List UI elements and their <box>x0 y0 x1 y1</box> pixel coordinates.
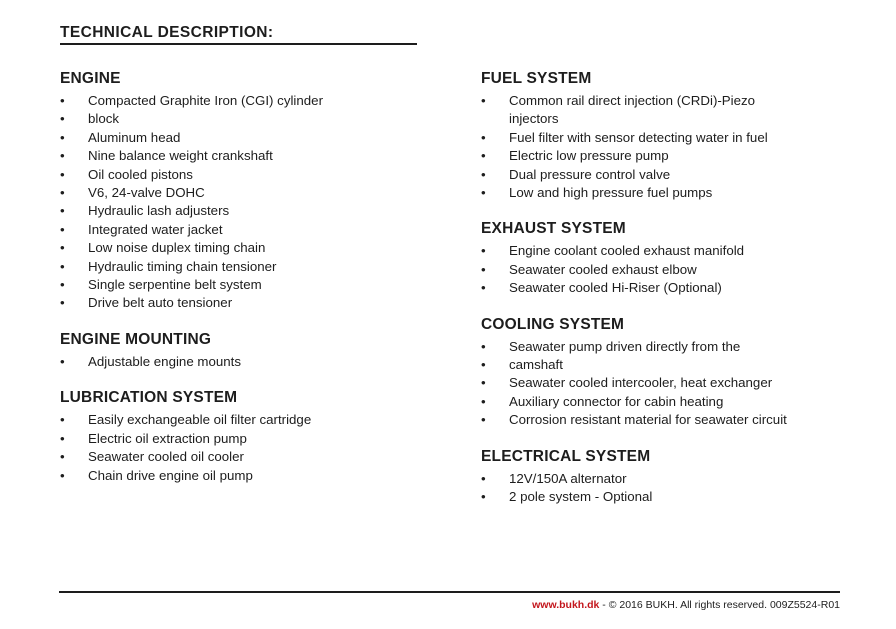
list-item <box>481 356 856 374</box>
title-underline <box>60 43 417 45</box>
right-column <box>481 69 856 507</box>
section-cooling-system <box>481 315 856 430</box>
list-item-text: Electric low pressure pump <box>509 148 669 164</box>
list-item <box>481 470 856 488</box>
list-item-text: Engine coolant cooled exhaust manifold <box>509 243 745 259</box>
list-item-text: Low and high pressure fuel pumps <box>509 185 713 201</box>
bullet-icon: • <box>60 430 65 446</box>
bullet-icon: • <box>481 393 486 409</box>
bullet-icon: • <box>481 357 486 373</box>
list-item-text: Aluminum head <box>88 129 181 145</box>
bullet-icon: • <box>60 166 65 182</box>
list-item-text: Drive belt auto tensioner <box>88 295 233 311</box>
bullet-icon: • <box>60 129 65 145</box>
list-item <box>60 353 481 371</box>
bullet-icon: • <box>481 412 486 428</box>
list-item <box>60 467 481 485</box>
list-item-text: Low noise duplex timing chain <box>88 240 266 256</box>
bullet-icon: • <box>60 185 65 201</box>
list-item-text: Seawater cooled intercooler, heat exchanger <box>509 375 773 391</box>
list-item <box>481 242 856 260</box>
bullet-icon: • <box>481 243 486 259</box>
list-item <box>60 110 481 128</box>
bullet-icon: • <box>60 295 65 311</box>
bullet-icon: • <box>481 375 486 391</box>
list-item-text: Auxiliary connector for cabin heating <box>509 393 724 409</box>
list-item <box>60 221 481 239</box>
list-item <box>481 184 856 202</box>
list-item <box>60 430 481 448</box>
list-item <box>60 448 481 466</box>
list-item <box>60 239 481 257</box>
bullet-icon: • <box>481 148 486 164</box>
list-item-text: Adjustable engine mounts <box>88 353 242 369</box>
list-item <box>481 374 856 392</box>
list-item-text: Easily exchangeable oil filter cartridge <box>88 412 312 428</box>
list-item-text: 2 pole system - Optional <box>509 489 653 505</box>
list-item <box>60 258 481 276</box>
list-item <box>481 129 856 147</box>
list-item-text: block <box>88 111 120 127</box>
list-item-text: Nine balance weight crankshaft <box>88 148 273 164</box>
list-item-text: camshaft <box>509 357 563 373</box>
list-item-text: Dual pressure control valve <box>509 166 671 182</box>
bullet-icon: • <box>60 258 65 274</box>
bullet-icon: • <box>60 277 65 293</box>
section-heading: EXHAUST SYSTEM <box>481 220 626 238</box>
list-item <box>60 411 481 429</box>
list-item-text: 12V/150A alternator <box>509 470 627 486</box>
section-heading: LUBRICATION SYSTEM <box>60 389 238 407</box>
list-item <box>60 129 481 147</box>
bullet-icon: • <box>60 467 65 483</box>
title-block <box>60 24 417 45</box>
footer-copyright: - © 2016 BUKH. All rights reserved. 009Z5524-R01 <box>599 599 840 611</box>
bullet-icon: • <box>60 240 65 256</box>
list-item-text: Seawater pump driven directly from the <box>509 338 741 354</box>
list-item-text: Corrosion resistant material for seawater circuit <box>509 412 787 428</box>
footer-divider <box>59 591 840 593</box>
list-item-text: Seawater cooled oil cooler <box>88 449 244 465</box>
bullet-icon: • <box>481 489 486 505</box>
bullet-icon: • <box>481 261 486 277</box>
list-item-text: V6, 24-valve DOHC <box>88 185 205 201</box>
list-item <box>481 411 856 429</box>
bullet-icon: • <box>60 412 65 428</box>
bullet-icon: • <box>481 470 486 486</box>
list-item-text: Seawater cooled Hi-Riser (Optional) <box>509 280 722 296</box>
section-heading: COOLING SYSTEM <box>481 315 625 333</box>
bullet-icon: • <box>60 353 65 369</box>
section-engine <box>60 69 481 313</box>
list-item <box>60 166 481 184</box>
left-column <box>60 69 481 485</box>
bullet-icon: • <box>60 111 65 127</box>
list-item <box>481 166 856 184</box>
list-item <box>481 110 856 128</box>
section-heading: ENGINE <box>60 70 121 87</box>
section-heading: ELECTRICAL SYSTEM <box>481 447 651 465</box>
list-item <box>60 92 481 110</box>
section-electrical-system <box>481 447 856 507</box>
footer-text <box>59 599 840 611</box>
bullet-icon: • <box>60 148 65 164</box>
section-lubrication-system <box>60 388 481 485</box>
bullet-icon: • <box>60 203 65 219</box>
list-item-text: Fuel filter with sensor detecting water in fuel <box>509 129 768 145</box>
list-item-text: Compacted Graphite Iron (CGI) cylinder <box>88 93 324 108</box>
content-columns <box>60 69 856 507</box>
section-exhaust-system <box>481 219 856 297</box>
section-fuel-system <box>481 69 856 202</box>
list-item-text: injectors <box>509 111 559 127</box>
section-engine-mounting <box>60 330 481 371</box>
list-item-text: Chain drive engine oil pump <box>88 467 253 483</box>
list-item-text: Common rail direct injection (CRDi)-Piezo <box>509 93 756 108</box>
list-item <box>60 294 481 312</box>
list-item <box>481 92 856 110</box>
list-item <box>481 279 856 297</box>
list-item <box>60 184 481 202</box>
list-item-text: Electric oil extraction pump <box>88 430 247 446</box>
footer-link[interactable]: www.bukh.dk <box>532 599 600 611</box>
bullet-icon: • <box>60 93 65 108</box>
list-item-text: Hydraulic timing chain tensioner <box>88 258 277 274</box>
bullet-spacer <box>481 110 509 128</box>
list-item <box>481 488 856 506</box>
list-item-text: Seawater cooled exhaust elbow <box>509 261 697 277</box>
list-item <box>60 202 481 220</box>
list-item-text: Single serpentine belt system <box>88 277 262 293</box>
bullet-icon: • <box>481 166 486 182</box>
list-item <box>481 147 856 165</box>
page-title: TECHNICAL DESCRIPTION: <box>60 24 274 41</box>
list-item-text: Oil cooled pistons <box>88 166 193 182</box>
bullet-icon: • <box>481 338 486 354</box>
list-item-text: Integrated water jacket <box>88 221 223 237</box>
list-item <box>481 393 856 411</box>
list-item-text: Hydraulic lash adjusters <box>88 203 230 219</box>
section-heading: FUEL SYSTEM <box>481 70 592 87</box>
bullet-icon: • <box>60 449 65 465</box>
list-item <box>481 261 856 279</box>
list-item <box>60 147 481 165</box>
section-heading: ENGINE MOUNTING <box>60 330 212 348</box>
bullet-icon: • <box>481 280 486 296</box>
list-item <box>60 276 481 294</box>
footer <box>59 591 840 611</box>
bullet-icon: • <box>60 221 65 237</box>
bullet-icon: • <box>481 185 486 201</box>
bullet-icon: • <box>481 93 486 108</box>
list-item <box>481 338 856 356</box>
bullet-icon: • <box>481 129 486 145</box>
